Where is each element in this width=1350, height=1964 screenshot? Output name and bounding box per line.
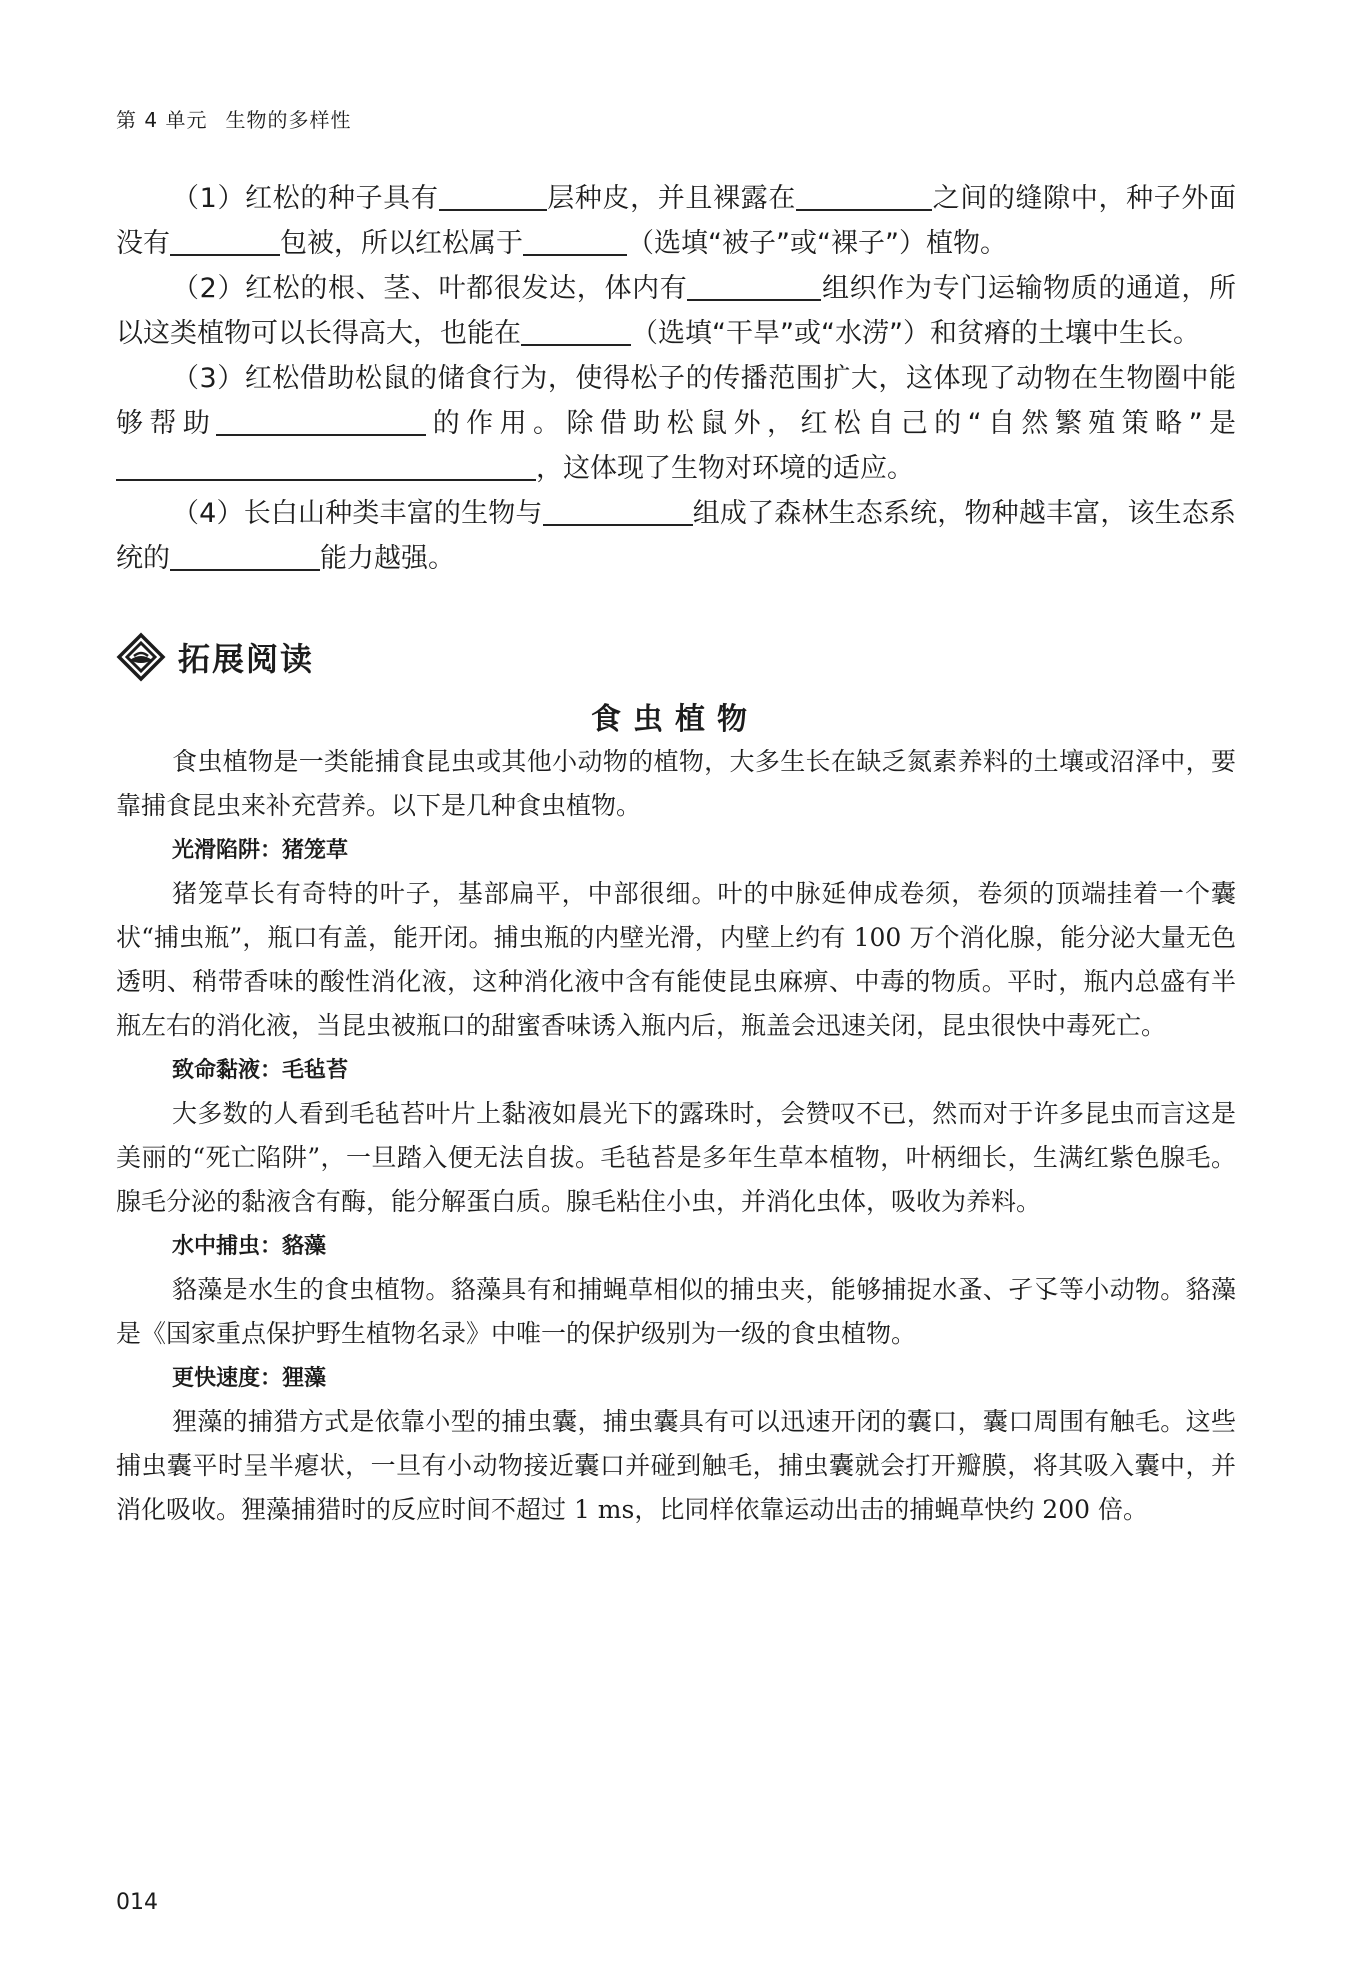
page-number: 014 — [116, 1890, 158, 1915]
section-text: 貉藻是水生的食虫植物。貉藻具有和捕蝇草相似的捕虫夹，能够捕捉水蚤、孑孓等小动物。貉藻是《国家重点保护野生植物名录》中唯一的保护级别为一级的食虫植物。 — [116, 1275, 1236, 1348]
unit-title: 生物的多样性 — [225, 108, 352, 132]
section-heading: 光滑陷阱：猪笼草 — [172, 837, 349, 863]
section-heading: 水中捕虫：貉藻 — [172, 1233, 327, 1259]
answer-blank — [439, 179, 547, 211]
article-body — [116, 740, 1236, 1532]
answer-blank — [170, 539, 320, 571]
section-text: 大多数的人看到毛毡苔叶片上黏液如晨光下的露珠时，会赞叹不已，然而对于许多昆虫而言这是美丽的“死亡陷阱”，一旦踏入便无法自拔。毛毡苔是多年生草本植物，叶柄细长，生满红紫色腺毛。腺毛分泌的黏液含有酶，能分解蛋白质。腺毛粘住小虫，并消化虫体，吸收为养料。 — [116, 1099, 1236, 1216]
reading-emblem-icon — [116, 632, 166, 682]
section-heading: 致命黏液：毛毡苔 — [172, 1057, 349, 1083]
section-text: 猪笼草长有奇特的叶子，基部扁平，中部很细。叶的中脉延伸成卷须，卷须的顶端挂着一个囊状“捕虫瓶”，瓶口有盖，能开闭。捕虫瓶的内壁光滑，内壁上约有 100 万个消化腺，能分泌大量无色透明、稍带香味的酸性消化液，这种消化液中含有能使昆虫麻痹、中毒的物质。平时，瓶内总盛有半瓶左右的消化液，当昆虫被瓶口的甜蜜香味诱入瓶内后，瓶盖会迅速关闭，昆虫很快中毒死亡。 — [116, 879, 1236, 1040]
article-intro: 食虫植物是一类能捕食昆虫或其他小动物的植物，大多生长在缺乏氮素养料的土壤或沼泽中，要靠捕食昆虫来补充营养。以下是几种食虫植物。 — [116, 747, 1236, 820]
question-list — [116, 176, 1236, 581]
answer-blank — [796, 179, 932, 211]
article-title: 食虫植物 — [591, 702, 759, 737]
answer-blank — [543, 494, 693, 526]
answer-blank — [521, 314, 631, 346]
section-heading: 更快速度：狸藻 — [172, 1365, 327, 1391]
question-4: （4）长白山种类丰富的生物与 组成了森林生态系统，物种越丰富，该生态系统的 能力越强。 — [116, 491, 1236, 581]
unit-label: 第 4 单元 — [116, 108, 208, 132]
running-header — [116, 104, 351, 133]
extended-reading-label: 拓展阅读 — [178, 640, 315, 678]
section-text: 狸藻的捕猎方式是依靠小型的捕虫囊，捕虫囊具有可以迅速开闭的囊口，囊口周围有触毛。这些捕虫囊平时呈半瘪状，一旦有小动物接近囊口并碰到触毛，捕虫囊就会打开瓣膜，将其吸入囊中，并消化吸收。狸藻捕猎时的反应时间不超过 1 ms，比同样依靠运动出击的捕蝇草快约 200 倍。 — [116, 1407, 1236, 1524]
question-2: （2）红松的根、茎、叶都很发达，体内有 组织作为专门运输物质的通道，所以这类植物可以长得高大，也能在 （选填“干旱”或“水涝”）和贫瘠的土壤中生长。 — [116, 266, 1236, 356]
question-3: （3）红松借助松鼠的储食行为，使得松子的传播范围扩大，这体现了动物在生物圈中能够帮助 的作用。除借助松鼠外，红松自己的“自然繁殖策略”是，这体现了生物对环境的适应。 — [116, 363, 1236, 484]
answer-blank — [170, 224, 280, 256]
extended-reading-heading — [116, 632, 314, 682]
answer-blank — [216, 404, 426, 436]
answer-blank — [523, 224, 627, 256]
answer-blank — [116, 449, 536, 481]
question-1: （1）红松的种子具有 层种皮，并且裸露在 之间的缝隙中，种子外面没有 包被，所以红松属于 （选填“被子”或“裸子”）植物。 — [116, 176, 1236, 266]
answer-blank — [687, 269, 821, 301]
